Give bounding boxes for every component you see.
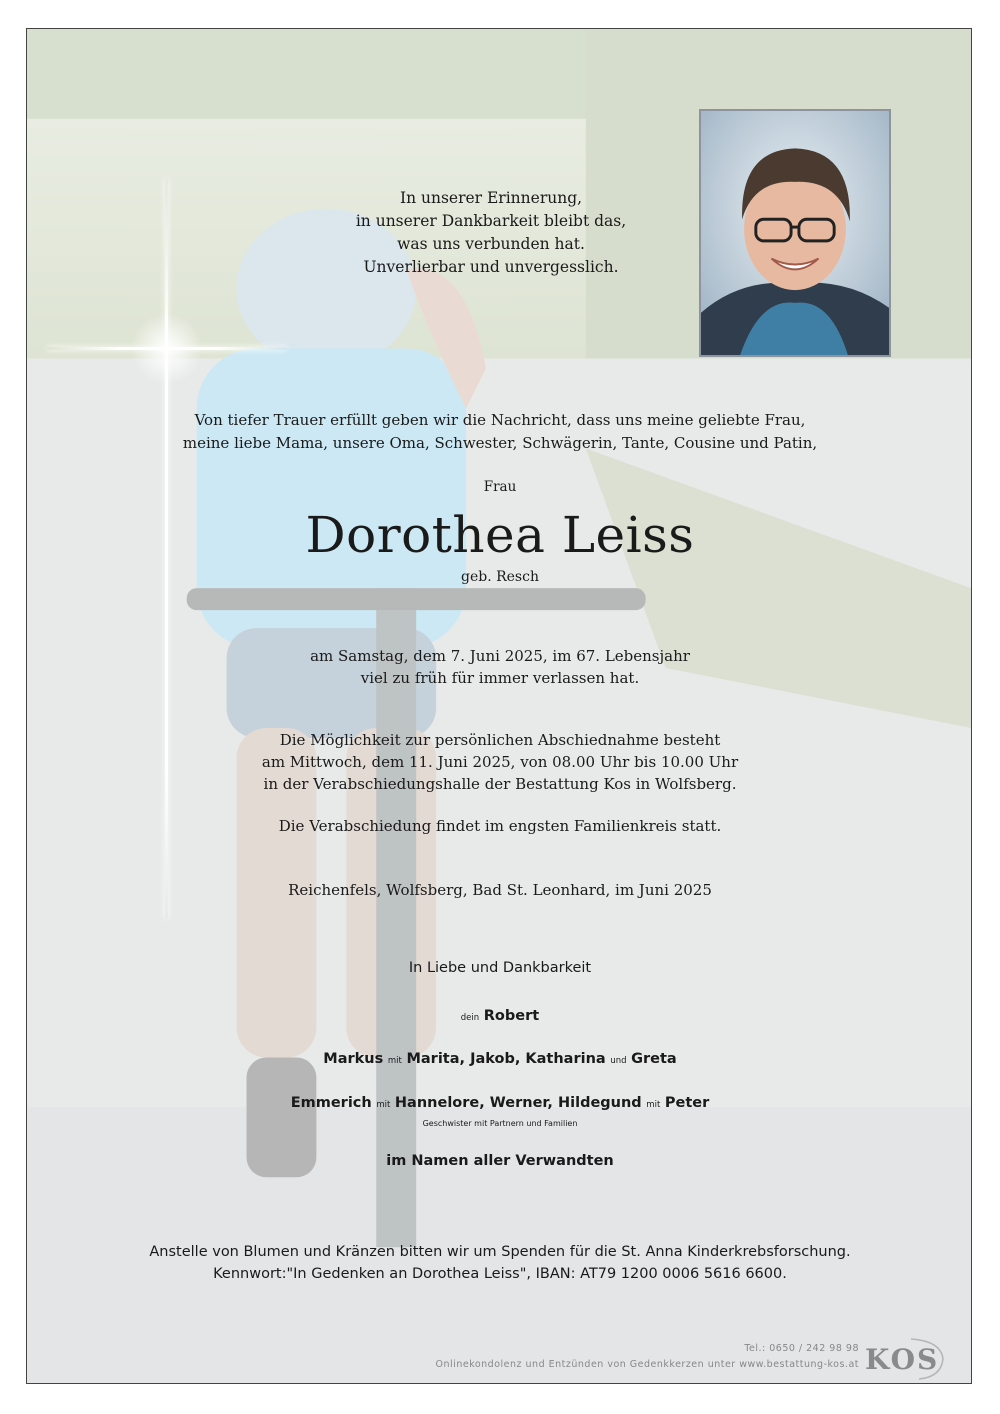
name-markus: Markus bbox=[323, 1051, 384, 1067]
poem bbox=[313, 187, 669, 279]
birth-name: geb. Resch bbox=[461, 569, 539, 585]
death-line: am Samstag, dem 7. Juni 2025, im 67. Lebensjahr bbox=[310, 647, 690, 665]
donation-line: Anstelle von Blumen und Kränzen bitten wir um Spenden für die St. Anna Kinderkrebsforschung. bbox=[149, 1244, 851, 1260]
word-mit: mit bbox=[376, 1100, 391, 1110]
farewell-date: am Mittwoch, dem 11. Juni 2025, von 08.00 Uhr bis 10.00 Uhr bbox=[261, 753, 739, 771]
names-grandchildren: Marita, Jakob, Katharina bbox=[406, 1051, 606, 1067]
farewell-line: Die Möglichkeit zur persönlichen Abschiednahme besteht bbox=[279, 731, 721, 749]
name-emmerich: Emmerich bbox=[290, 1095, 372, 1111]
salutation: Frau bbox=[483, 479, 517, 495]
signature-siblings bbox=[27, 1095, 972, 1111]
private-note: Die Verabschiedung findet im engsten Familienkreis statt. bbox=[278, 817, 722, 835]
word-dein: dein bbox=[460, 1013, 480, 1023]
signature-relatives: im Namen aller Verwandten bbox=[386, 1153, 614, 1169]
death-text bbox=[27, 645, 972, 689]
poem-line: Unverlierbar und unvergesslich. bbox=[363, 258, 619, 276]
signature-robert bbox=[27, 1008, 972, 1024]
deceased-name: Dorothea Leiss bbox=[305, 506, 695, 564]
siblings-note: Geschwister mit Partnern und Familien bbox=[422, 1119, 578, 1128]
signature-love: In Liebe und Dankbarkeit bbox=[408, 960, 592, 976]
name-peter: Peter bbox=[664, 1095, 710, 1111]
poem-line: was uns verbunden hat. bbox=[397, 235, 585, 253]
footer-phone: Tel.: 0650 / 242 98 98 bbox=[744, 1343, 859, 1354]
name-greta: Greta bbox=[631, 1051, 677, 1067]
word-mit: mit bbox=[387, 1056, 402, 1066]
obituary-card bbox=[26, 28, 972, 1384]
footer-online-link[interactable]: Onlinekondolenz und Entzünden von Gedenkkerzen unter www.bestattung-kos.at bbox=[435, 1359, 859, 1370]
kos-logo bbox=[861, 1333, 945, 1381]
farewell-location: in der Verabschiedungshalle der Bestattung Kos in Wolfsberg. bbox=[263, 775, 737, 793]
intro-line: meine liebe Mama, unsere Oma, Schwester, Schwägerin, Tante, Cousine und Patin, bbox=[182, 434, 818, 452]
word-mit: mit bbox=[646, 1100, 661, 1110]
poem-line: In unserer Erinnerung, bbox=[399, 189, 583, 207]
place-date: Reichenfels, Wolfsberg, Bad St. Leonhard, im Juni 2025 bbox=[288, 881, 712, 899]
intro-text bbox=[27, 409, 972, 455]
donation-note bbox=[27, 1241, 972, 1285]
signature-children bbox=[27, 1051, 972, 1067]
intro-line: Von tiefer Trauer erfüllt geben wir die Nachricht, dass uns meine geliebte Frau, bbox=[194, 411, 806, 429]
poem-line: in unserer Dankbarkeit bleibt das, bbox=[355, 212, 627, 230]
logo-text: KOS bbox=[865, 1343, 940, 1376]
name-robert: Robert bbox=[483, 1008, 540, 1024]
death-line: viel zu früh für immer verlassen hat. bbox=[360, 669, 640, 687]
word-und: und bbox=[610, 1056, 627, 1066]
portrait-photo bbox=[699, 109, 891, 357]
donation-iban: Kennwort:"In Gedenken an Dorothea Leiss", IBAN: AT79 1200 0006 5616 6600. bbox=[213, 1266, 787, 1282]
names-siblings: Hannelore, Werner, Hildegund bbox=[394, 1095, 642, 1111]
cross-beam bbox=[47, 347, 287, 350]
farewell-info bbox=[27, 729, 972, 795]
